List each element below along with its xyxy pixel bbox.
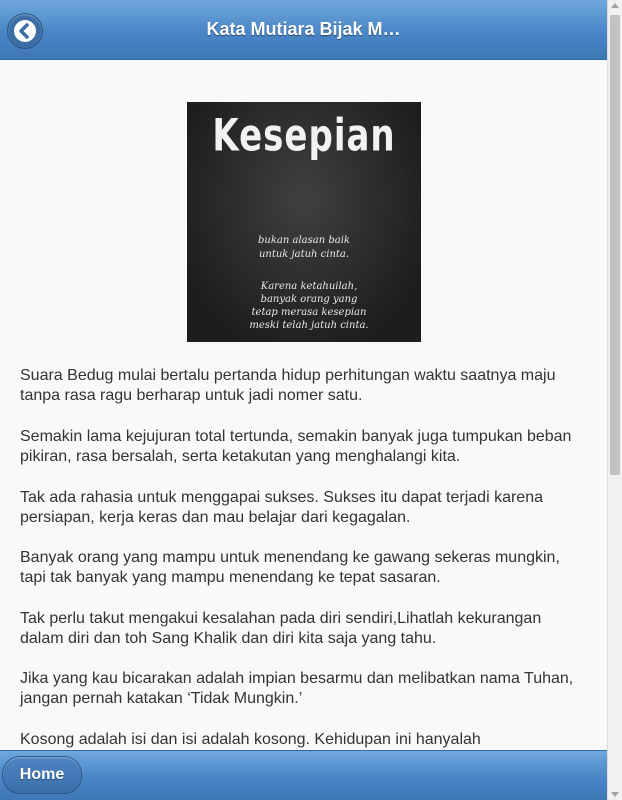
vertical-scrollbar[interactable] bbox=[607, 0, 622, 800]
scrollbar-thumb[interactable] bbox=[610, 15, 620, 475]
quote-image bbox=[187, 102, 421, 342]
page-title: Kata Mutiara Bijak M… bbox=[206, 19, 401, 39]
quote-paragraph: Semakin lama kejujuran total tertunda, semakin banyak juga tumpukan beban pikiran, rasa bersalah, serta ketakutan yang menghalangi kita. bbox=[20, 428, 572, 465]
back-button[interactable] bbox=[7, 13, 43, 49]
quote-paragraph: Jika yang kau bicarakan adalah impian besarmu dan melibatkan nama Tuhan, jangan pernah katakan ‘Tidak Mungkin.’ bbox=[20, 670, 574, 707]
quote-paragraph: Kosong adalah isi dan isi adalah kosong. Kehidupan ini hanyalah bbox=[20, 731, 481, 748]
quote-image-body: Karena ketahuilah, banyak orang yang tetap merasa kesepian meski telah jatuh cinta. bbox=[249, 281, 369, 331]
quote-image-subtitle: bukan alasan baik untuk jatuh cinta. bbox=[258, 235, 350, 260]
quote-paragraph: Suara Bedug mulai bertalu pertanda hidup perhitungan waktu saatnya maju tanpa rasa ragu berharap untuk jadi nomer satu. bbox=[20, 367, 556, 404]
header-bar bbox=[0, 0, 607, 60]
quote-paragraph: Tak ada rahasia untuk menggapai sukses. Sukses itu dapat terjadi karena persiapan, kerja keras dan mau belajar dari kegagalan. bbox=[20, 489, 543, 526]
quote-paragraph: Banyak orang yang mampu untuk menendang ke gawang sekeras mungkin, tapi tak banyak yang mampu menendang ke tepat sasaran. bbox=[20, 549, 560, 586]
scroll-down-arrow-icon[interactable] bbox=[611, 792, 619, 797]
footer-bar bbox=[0, 750, 607, 800]
chevron-left-icon bbox=[14, 19, 36, 43]
home-button[interactable]: Home bbox=[2, 756, 82, 794]
quote-image-title: Kesepian bbox=[212, 110, 396, 162]
content-area bbox=[0, 60, 607, 750]
quote-paragraph: Tak perlu takut mengakui kesalahan pada diri sendiri,Lihatlah kekurangan dalam diri dan toh Sang Khalik dan diri kita saja yang tahu. bbox=[20, 610, 542, 647]
scroll-up-arrow-icon[interactable] bbox=[611, 3, 619, 8]
